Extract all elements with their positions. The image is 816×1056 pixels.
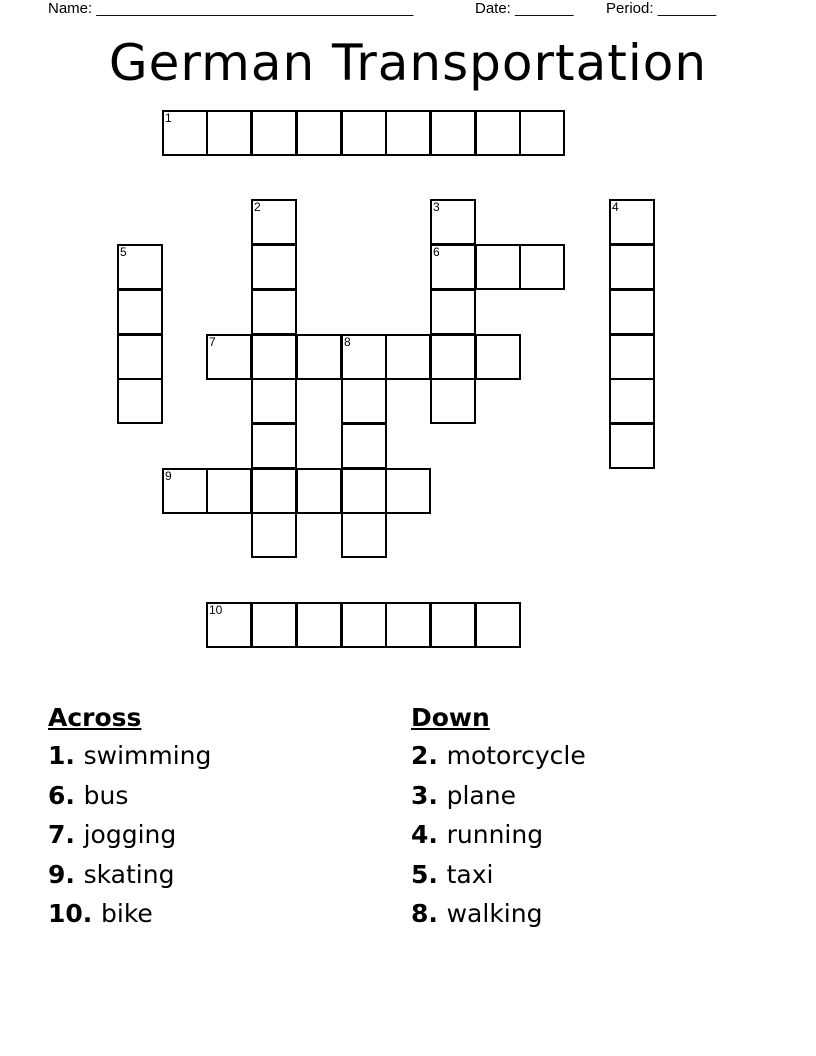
crossword-cell[interactable] <box>251 289 297 335</box>
across-clue <box>48 894 211 934</box>
crossword-cell[interactable] <box>251 199 297 245</box>
clue-separator: . <box>428 780 447 810</box>
crossword-cell[interactable] <box>475 334 521 380</box>
crossword-cell[interactable] <box>341 334 387 380</box>
down-clue <box>411 815 586 855</box>
crossword-cell[interactable] <box>162 468 208 514</box>
crossword-cell[interactable] <box>206 602 252 648</box>
crossword-cell[interactable] <box>206 334 252 380</box>
clue-text: bus <box>83 780 129 810</box>
crossword-cell[interactable] <box>251 468 297 514</box>
clue-text: plane <box>446 780 516 810</box>
clue-number: 10 <box>48 899 83 928</box>
crossword-cell[interactable] <box>117 334 163 380</box>
crossword-cell[interactable] <box>296 602 342 648</box>
crossword-cell[interactable] <box>117 244 163 290</box>
clue-separator: . <box>428 820 447 849</box>
clue-number: 4 <box>612 200 619 214</box>
across-heading: Across <box>48 703 142 732</box>
crossword-cell[interactable] <box>251 423 297 469</box>
down-clue <box>411 855 586 895</box>
date-field: Date: _______ <box>475 0 574 17</box>
crossword-cell[interactable] <box>385 334 431 380</box>
crossword-cell[interactable] <box>385 110 431 156</box>
crossword-cell[interactable] <box>251 602 297 648</box>
crossword-cell[interactable] <box>475 602 521 648</box>
clue-number: 1 <box>48 741 66 770</box>
crossword-cell[interactable] <box>117 289 163 335</box>
clue-separator: . <box>65 780 84 810</box>
crossword-cell[interactable] <box>430 110 476 156</box>
clue-number: 5 <box>120 245 127 259</box>
clue-text: motorcycle <box>446 741 586 770</box>
crossword-cell[interactable] <box>430 334 476 380</box>
crossword-cell[interactable] <box>341 602 387 648</box>
crossword-cell[interactable] <box>296 468 342 514</box>
crossword-cell[interactable] <box>430 199 476 245</box>
clue-number: 1 <box>165 111 172 125</box>
crossword-cell[interactable] <box>296 110 342 156</box>
clue-number: 7 <box>209 335 216 349</box>
clue-separator: . <box>428 741 447 770</box>
down-clue <box>411 894 586 934</box>
crossword-cell[interactable] <box>251 244 297 290</box>
crossword-cell[interactable] <box>385 468 431 514</box>
crossword-cell[interactable] <box>117 378 163 424</box>
crossword-cell[interactable] <box>385 602 431 648</box>
crossword-cell[interactable] <box>251 512 297 558</box>
crossword-cell[interactable] <box>296 334 342 380</box>
crossword-cell[interactable] <box>430 378 476 424</box>
down-clues <box>411 700 586 934</box>
clue-number: 2 <box>411 741 429 770</box>
clue-text: walking <box>446 899 543 928</box>
clue-text: bike <box>101 899 153 928</box>
clue-number: 8 <box>411 899 429 928</box>
clue-number: 5 <box>411 859 429 889</box>
clue-separator: . <box>65 820 84 849</box>
page-title: German Transportation <box>108 34 708 92</box>
clue-number: 2 <box>254 200 261 214</box>
clue-number: 8 <box>344 335 351 349</box>
crossword-cell[interactable] <box>341 468 387 514</box>
across-clue-list <box>48 736 211 934</box>
crossword-cell[interactable] <box>341 110 387 156</box>
across-clues <box>48 700 211 934</box>
crossword-cell[interactable] <box>341 423 387 469</box>
crossword-cell[interactable] <box>609 199 655 245</box>
crossword-cell[interactable] <box>519 244 565 290</box>
crossword-cell[interactable] <box>251 378 297 424</box>
down-clue <box>411 736 586 776</box>
crossword-cell[interactable] <box>430 602 476 648</box>
clue-number: 6 <box>433 245 440 259</box>
down-heading: Down <box>411 703 490 732</box>
clue-number: 3 <box>433 200 440 214</box>
crossword-cell[interactable] <box>475 244 521 290</box>
crossword-cell[interactable] <box>609 334 655 380</box>
clue-text: skating <box>83 859 175 889</box>
crossword-cell[interactable] <box>162 110 208 156</box>
crossword-cell[interactable] <box>519 110 565 156</box>
crossword-cell[interactable] <box>609 423 655 469</box>
clue-separator: . <box>428 899 447 928</box>
clue-number: 3 <box>411 780 429 810</box>
clue-text: taxi <box>446 859 494 889</box>
clue-number: 9 <box>165 469 172 483</box>
crossword-cell[interactable] <box>206 110 252 156</box>
down-clue-list <box>411 736 586 934</box>
clue-number: 9 <box>48 859 66 889</box>
crossword-cell[interactable] <box>206 468 252 514</box>
clue-text: running <box>446 820 544 849</box>
clue-number: 10 <box>209 603 223 617</box>
clue-separator: . <box>65 741 84 770</box>
across-clue <box>48 776 211 816</box>
clue-number: 4 <box>411 820 429 849</box>
crossword-cell[interactable] <box>609 244 655 290</box>
clue-number: 7 <box>48 820 66 849</box>
clue-separator: . <box>428 859 447 889</box>
crossword-cell[interactable] <box>609 289 655 335</box>
crossword-cell[interactable] <box>609 378 655 424</box>
across-clue <box>48 815 211 855</box>
period-field: Period: _______ <box>606 0 717 17</box>
crossword-cell[interactable] <box>430 289 476 335</box>
crossword-cell[interactable] <box>341 512 387 558</box>
clue-separator: . <box>82 899 101 928</box>
across-clue <box>48 736 211 776</box>
clue-number: 6 <box>48 780 66 810</box>
name-field: Name: ______________________________________ <box>48 0 414 17</box>
crossword-cell[interactable] <box>251 110 297 156</box>
across-clue <box>48 855 211 895</box>
crossword-cell[interactable] <box>341 378 387 424</box>
crossword-cell[interactable] <box>430 244 476 290</box>
down-clue <box>411 776 586 816</box>
clue-separator: . <box>65 859 84 889</box>
crossword-cell[interactable] <box>251 334 297 380</box>
crossword-cell[interactable] <box>475 110 521 156</box>
clue-text: swimming <box>83 741 212 770</box>
clue-text: jogging <box>83 820 177 849</box>
